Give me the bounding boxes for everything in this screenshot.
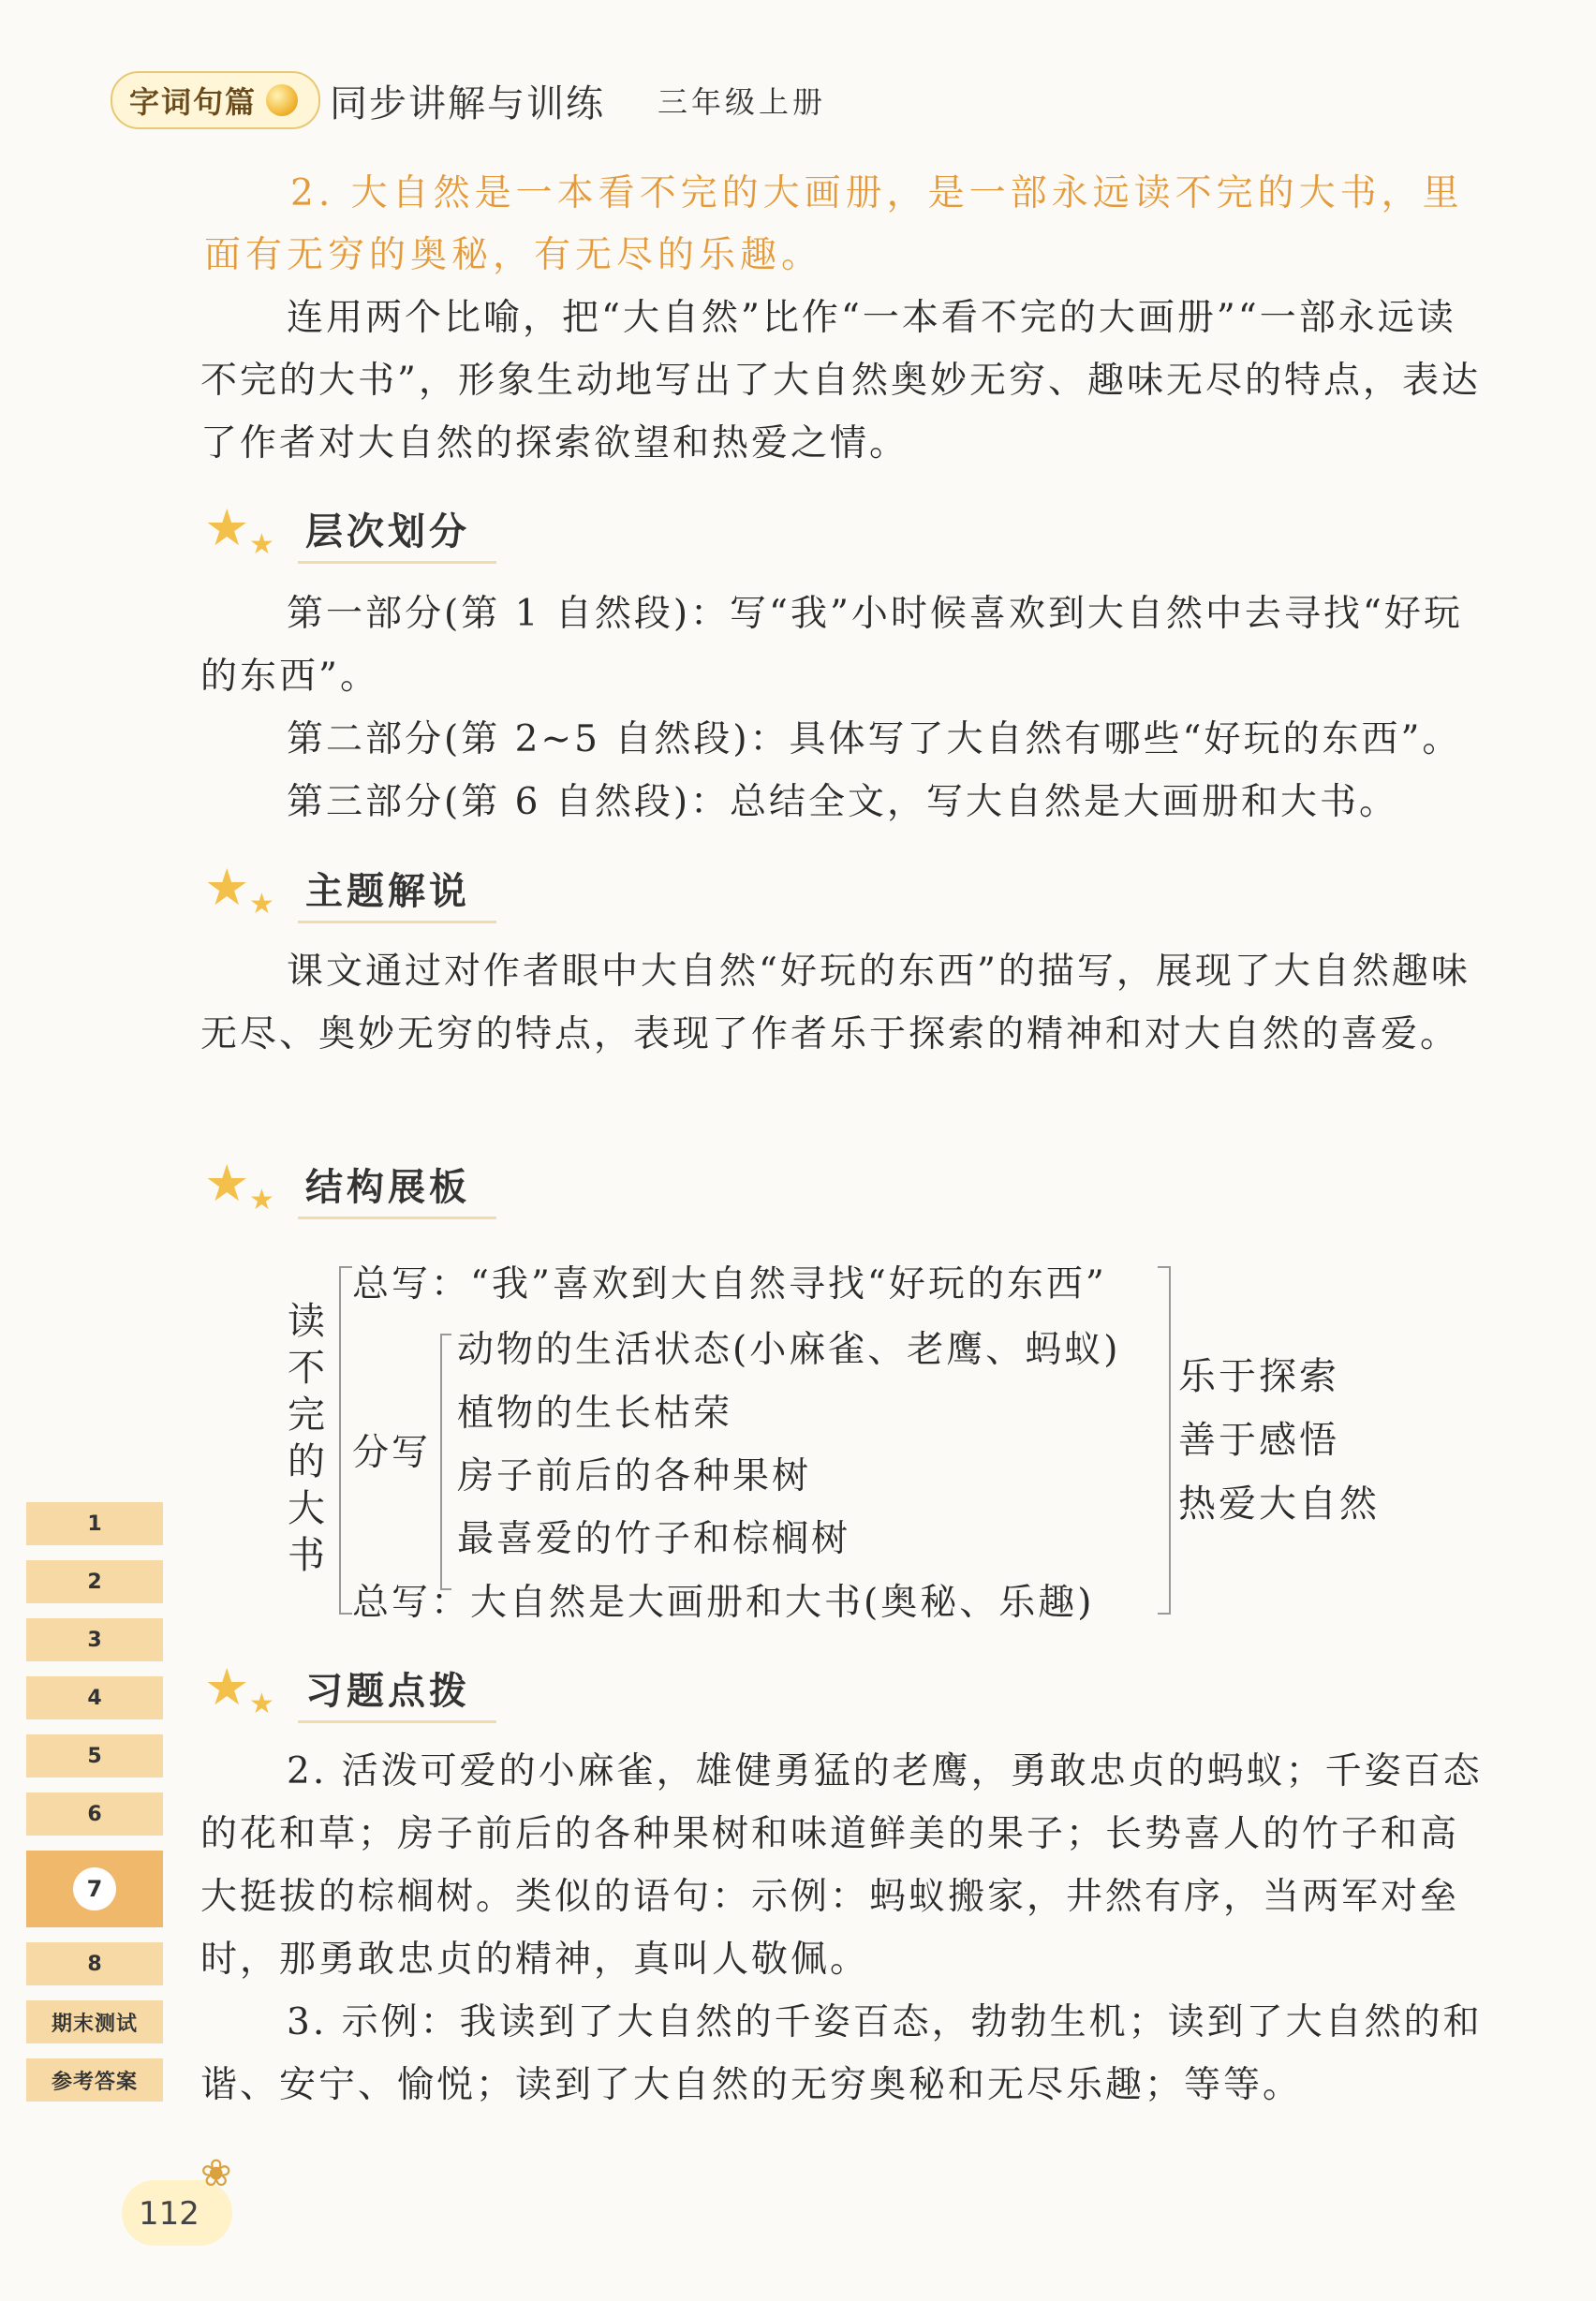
chapter-tab-answers[interactable]: 参考答案: [26, 2058, 163, 2102]
levels-part-2: 第二部分(第 2~5 自然段)：具体写了大自然有哪些“好玩的东西”。: [287, 718, 1462, 760]
root-char: 大: [288, 1487, 325, 1530]
chapter-tab-5[interactable]: 5: [26, 1734, 163, 1777]
left-brace: [339, 1266, 352, 1615]
middle-item: 最喜爱的竹子和棕榈树: [457, 1518, 851, 1560]
section-title: 结构展板: [298, 1158, 496, 1219]
diagram-conclusion: [1178, 1345, 1380, 1536]
diagram-root: [283, 1298, 330, 1579]
chapter-tab-2[interactable]: 2: [26, 1560, 163, 1603]
exercise-answer-3: 3. 示例：我读到了大自然的千姿百态，勃勃生机；读到了大自然的和谐、安宁、愉悦；读到了大自然的无穷奥秘和无尽乐趣；等等。: [200, 2001, 1483, 2106]
right-brace: [1158, 1266, 1171, 1615]
section-heading-theme: [204, 858, 496, 923]
chapter-tab-7-active[interactable]: 7: [26, 1851, 163, 1927]
book-title: 同步讲解与训练: [330, 81, 606, 125]
conclusion-item: 乐于探索: [1178, 1355, 1339, 1398]
section-heading-structure: [204, 1154, 496, 1219]
root-char: 读: [288, 1300, 325, 1343]
root-char: 书: [288, 1534, 325, 1577]
section-heading-levels: [204, 498, 496, 564]
analysis-paragraph: 连用两个比喻，把“大自然”比作“一本看不完的大画册”“一部永远读不完的大书”，形象生动地写出了大自然奥妙无穷、趣味无尽的特点，表达了作者对大自然的探索欲望和热爱之情。: [200, 297, 1481, 465]
brand-logo: [111, 71, 320, 129]
section-title: 层次划分: [298, 502, 496, 564]
section-title: 主题解说: [298, 862, 496, 923]
levels-part-3: 第三部分(第 6 自然段)：总结全文，写大自然是大画册和大书。: [287, 781, 1399, 823]
chapter-tab-3[interactable]: 3: [26, 1618, 163, 1661]
chapter-tab-1[interactable]: 1: [26, 1502, 163, 1545]
levels-part-1: 第一部分(第 1 自然段)：写“我”小时候喜欢到大自然中去寻找“好玩的东西”。: [200, 593, 1463, 698]
quoted-sentence-line-2: 面有无穷的奥秘，有无尽的乐趣。: [204, 234, 823, 276]
section-title: 习题点拨: [298, 1661, 496, 1723]
structure-diagram: [272, 1255, 1452, 1630]
butterfly-icon: ❀: [200, 2152, 232, 2195]
page-number-badge: [111, 2152, 242, 2255]
conclusion-item: 热爱大自然: [1178, 1482, 1380, 1526]
root-char: 的: [288, 1440, 325, 1483]
middle-brace: [440, 1334, 451, 1590]
chapter-tab-8[interactable]: 8: [26, 1942, 163, 1985]
exercise-answer-2: 2. 活泼可爱的小麻雀，雄健勇猛的老鹰，勇敢忠贞的蚂蚁；千姿百态的花和草；房子前后的各种果树和味道鲜美的果子；长势喜人的竹子和高大挺拔的棕榈树。类似的语句：示例：蚂蚁搬家，井然有序，当两军对垒时，那勇敢忠贞的精神，真叫人敬佩。: [200, 1750, 1483, 1981]
theme-paragraph: 课文通过对作者眼中大自然“好玩的东西”的描写，展现了大自然趣味无尽、奥妙无穷的特点，表现了作者乐于探索的精神和对大自然的喜爱。: [200, 951, 1470, 1055]
root-char: 完: [288, 1394, 325, 1437]
summary-bottom: 总写：大自然是大画册和大书(奥秘、乐趣): [352, 1582, 1095, 1624]
middle-item: 房子前后的各种果树: [457, 1455, 812, 1497]
summary-top: 总写：“我”喜欢到大自然寻找“好玩的东西”: [352, 1263, 1107, 1305]
chapter-tab-final-test[interactable]: 期末测试: [26, 2000, 163, 2043]
stars-icon: ★ ★: [204, 498, 274, 561]
page-number: 112: [139, 2195, 200, 2233]
middle-label: 分写: [352, 1432, 432, 1474]
stars-icon: ★ ★: [204, 1154, 274, 1217]
stars-icon: ★ ★: [204, 858, 274, 921]
stars-icon: ★ ★: [204, 1658, 274, 1720]
root-char: 不: [288, 1347, 325, 1390]
quoted-sentence-line-1: 2. 大自然是一本看不完的大画册，是一部永远读不完的大书，里: [290, 172, 1464, 214]
section-heading-exercises: [204, 1658, 496, 1723]
chapter-tab-6[interactable]: 6: [26, 1792, 163, 1836]
sun-icon: [266, 84, 298, 116]
quoted-sentence: [204, 163, 1487, 287]
header: [111, 67, 826, 133]
chapter-tab-4[interactable]: 4: [26, 1676, 163, 1719]
conclusion-item: 善于感悟: [1178, 1419, 1339, 1462]
brand-text: 字词句篇: [129, 84, 258, 120]
middle-item: 植物的生长枯荣: [457, 1393, 733, 1435]
grade-label: 三年级上册: [658, 84, 827, 120]
chapter-tabs: [26, 1502, 163, 2117]
middle-item: 动物的生活状态(小麻雀、老鹰、蚂蚁): [457, 1329, 1121, 1371]
